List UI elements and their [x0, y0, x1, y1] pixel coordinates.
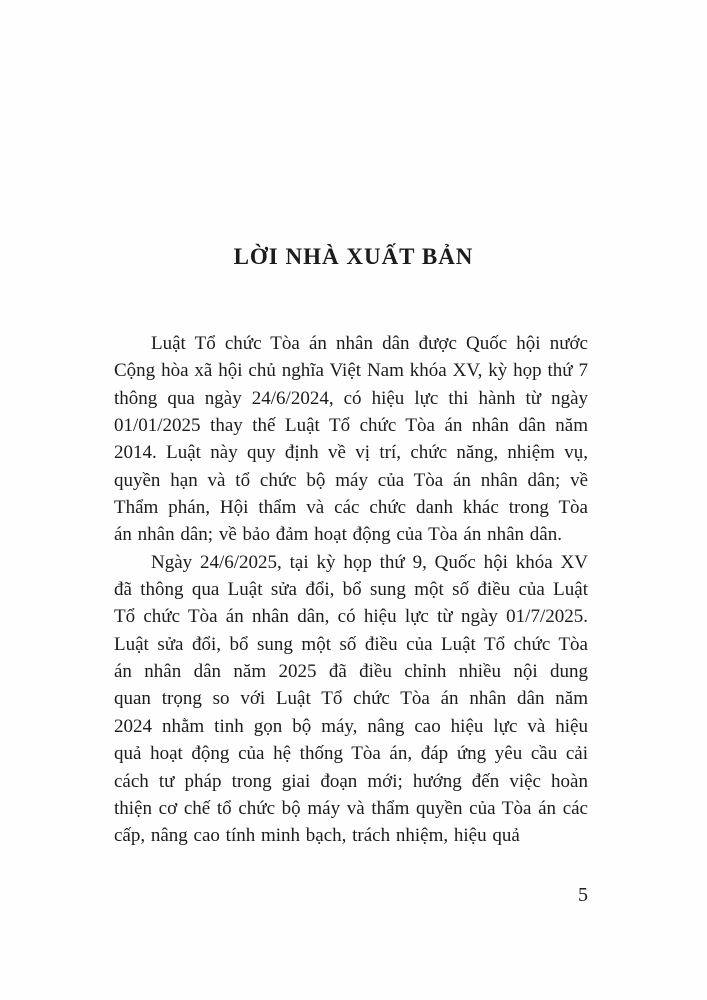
paragraph-line: Tổ chức Tòa án nhân dân, có hiệu lực từ ngày 01/7/2025. — [114, 606, 588, 628]
paragraph-line: 2024 nhằm tinh gọn bộ máy, nâng cao hiệu lực và hiệu — [114, 715, 588, 737]
paragraph-line: Luật sửa đổi, bổ sung một số điều của Luật Tổ chức Tòa — [114, 633, 588, 655]
paragraph-line: cấp, nâng cao tính minh bạch, trách nhiệm, hiệu quả — [114, 825, 520, 847]
paragraph-line: cách tư pháp trong giai đoạn mới; hướng đến việc hoàn — [114, 770, 588, 792]
paragraph-line: án nhân dân năm 2025 đã điều chỉnh nhiều nội dung — [114, 661, 588, 683]
paragraph-line: Cộng hòa xã hội chủ nghĩa Việt Nam khóa XV, kỳ họp thứ 7 — [114, 360, 588, 382]
page-title: LỜI NHÀ XUẤT BẢN — [233, 244, 474, 269]
paragraph-line: Luật Tổ chức Tòa án nhân dân được Quốc hội nước — [151, 333, 588, 354]
paragraph-line: 01/01/2025 thay thế Luật Tổ chức Tòa án nhân dân năm — [114, 415, 588, 437]
page-number: 5 — [578, 884, 588, 906]
paragraph-line: án nhân dân; về bảo đảm hoạt động của Tòa án nhân dân. — [114, 524, 562, 546]
paragraph-line: Thẩm phán, Hội thẩm và các chức danh khác trong Tòa — [114, 497, 588, 519]
paragraph-line: quả hoạt động của hệ thống Tòa án, đáp ứng yêu cầu cải — [114, 743, 588, 765]
paragraph-line: quyền hạn và tổ chức bộ máy của Tòa án nhân dân; về — [114, 469, 588, 491]
paragraph-line: đã thông qua Luật sửa đổi, bổ sung một số điều của Luật — [114, 579, 588, 601]
paragraph-line: thông qua ngày 24/6/2024, có hiệu lực thi hành từ ngày — [114, 387, 588, 409]
body-text — [114, 330, 588, 850]
paragraph-line: quan trọng so với Luật Tổ chức Tòa án nhân dân năm — [114, 688, 588, 710]
paragraph-line: 2014. Luật này quy định về vị trí, chức năng, nhiệm vụ, — [114, 442, 588, 464]
paragraph-line: thiện cơ chế tổ chức bộ máy và thẩm quyền của Tòa án các — [114, 797, 588, 819]
paragraph-line: Ngày 24/6/2025, tại kỳ họp thứ 9, Quốc hội khóa XV — [151, 551, 588, 573]
